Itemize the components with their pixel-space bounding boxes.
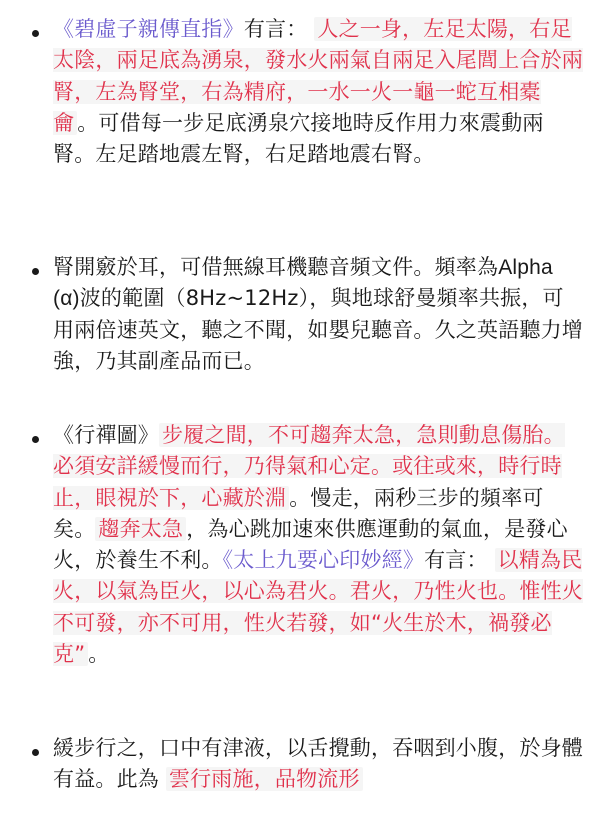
text-segment: 。 <box>88 642 110 667</box>
text-segment: 。慢走，兩秒三步的頻率可矣。 <box>53 485 544 541</box>
latin-term: Alpha (α) <box>53 256 553 311</box>
book-reference: 《太上九要心印妙經》 <box>222 548 425 573</box>
text-segment: 緩步行之，口中有津液，以舌攪動，吞咽到小腹，於身體有益。此為 <box>53 736 583 792</box>
paragraph-1 <box>53 14 583 170</box>
text-segment: 波的範圍（8Hz~12Hz），與地球舒曼頻率共振，可用兩倍速英文，聽之不聞，如嬰兒聽音。久之英語聽力增強，乃其副產品而已。 <box>53 286 583 373</box>
text-segment: 。可借每一步足底湧泉穴接地時反作用力來震動兩腎。左足踏地震左腎，右足踏地震右腎。 <box>53 110 544 167</box>
bullet-icon <box>32 436 39 443</box>
highlighted-phrase: 趨奔太急 <box>95 517 186 541</box>
book-reference: 《碧虛子親傳直指》 <box>53 17 244 41</box>
paragraph-3 <box>53 420 583 670</box>
highlighted-quote: 步履之間，不可趨奔太急，急則動息傷胎。必須安詳緩慢而行，乃得氣和心定。或往或來，時行時止，眼視於下，心藏於淵 <box>53 423 565 510</box>
highlighted-quote: 人之一身，左足太陽，右足太陰，兩足底為湧泉，發水火兩氣自兩足入尾閭上合於兩腎，左為腎堂，右為精府，一水一火一龜一蛇互相橐龠 <box>53 17 583 135</box>
bullet-icon <box>32 749 39 756</box>
paragraph-4 <box>53 733 583 796</box>
highlighted-phrase: 雲行雨施，品物流形 <box>166 767 363 791</box>
text-segment: ，為心跳加速來供應運動的氣血，是發心火，於養生不利。 <box>53 516 568 573</box>
text-segment: 腎開竅於耳，可借無線耳機聽音頻文件。頻率為 <box>53 255 499 279</box>
text-segment: 有言： <box>243 17 308 41</box>
highlighted-quote: 以精為民火，以氣為臣火，以心為君火。君火，乃性火也。惟性火不可發，亦不可用，性火若發，如“火生於木，禍發必克” <box>53 548 583 667</box>
book-title: 《行禪圖》 <box>53 423 159 447</box>
paragraph-2 <box>53 252 583 377</box>
bullet-icon <box>32 268 39 275</box>
text-segment: 有言： <box>424 548 488 573</box>
bullet-icon <box>32 30 39 37</box>
